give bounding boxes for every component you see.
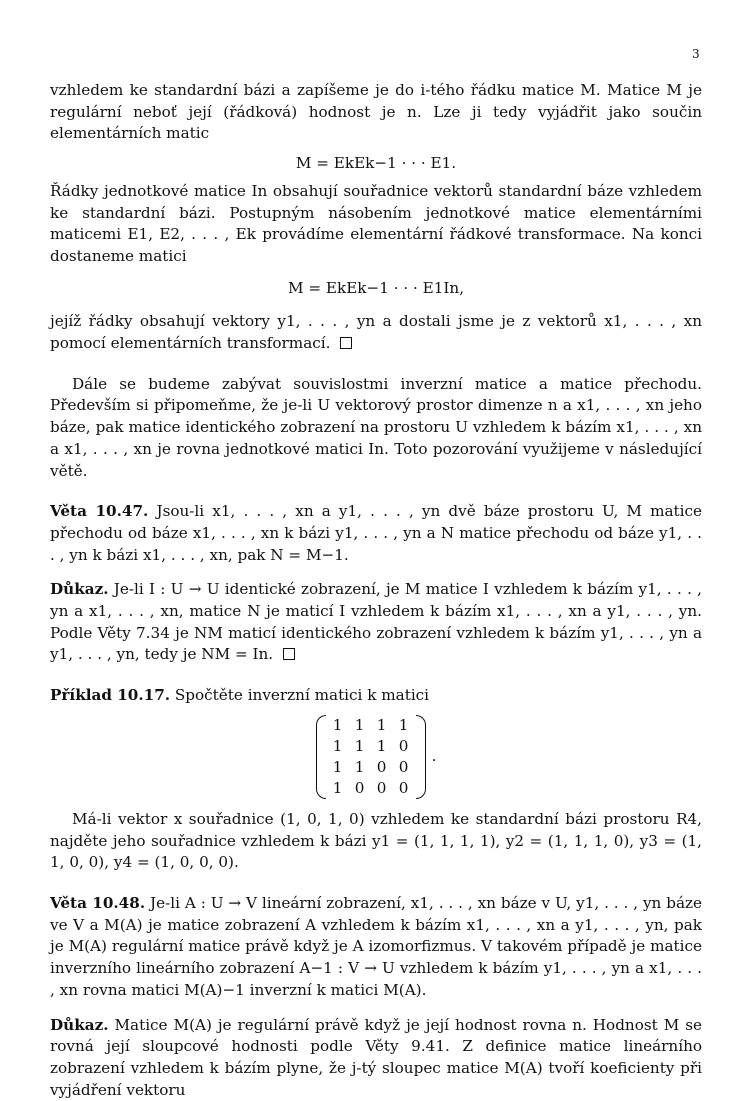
qed-square-icon xyxy=(340,337,352,349)
matrix-row xyxy=(327,757,415,778)
matrix-row xyxy=(327,736,415,757)
paragraph: vzhledem ke standardní bázi a zapíšeme je do i-tého řádku matice M. Matice M je regulární neboť její (řádková) hodnost je n. Lze ji tedy vyjádřit jako součin elementárních matic xyxy=(50,80,702,145)
matrix-cell: 0 xyxy=(349,778,371,799)
theorem-label: Věta 10.48. xyxy=(50,894,145,912)
matrix-row xyxy=(327,715,415,736)
theorem-text: Je-li A : U → V lineární zobrazení, x1, . . . , xn báze v U, y1, . . . , yn báze ve V a M(A) je matice zobrazení A vzhledem k bázím x1, . . . , xn a y1, . . . , yn, pak je M(A) regulární matice právě když je A izomorfizmus. V takovém případě je matice inverzního lineárního zobrazení A−1 : V → U vzhledem k bázím y1, . . . , yn a x1, . . . , xn rovna matici M(A)−1 inverzní k matici M(A). xyxy=(50,894,702,999)
matrix-cell: 1 xyxy=(327,736,349,757)
matrix-cell: 1 xyxy=(327,715,349,736)
proof-label: Důkaz. xyxy=(50,580,109,598)
matrix-display xyxy=(50,715,702,799)
paragraph-text: jejíž řádky obsahují vektory y1, . . . , yn a dostali jsme je z vektorů x1, . . . , xn pomocí elementárních transformací. xyxy=(50,312,702,352)
example-10-17 xyxy=(50,685,702,707)
theorem-10-47 xyxy=(50,501,702,566)
left-bracket xyxy=(316,715,326,799)
matrix-cell: 1 xyxy=(371,715,393,736)
theorem-label: Věta 10.47. xyxy=(50,502,148,520)
matrix-cell: 0 xyxy=(371,757,393,778)
matrix-cell: 1 xyxy=(349,736,371,757)
proof-text: Je-li I : U → U identické zobrazení, je M matice I vzhledem k bázím y1, . . . , yn a x1, . . . , xn, matice N je maticí I vzhledem k bázím x1, . . . , xn a y1, . . . , yn. Podle Věty 7.34 je NM maticí identického zobrazení vzhledem k bázím y1, . . . , yn a y1, . . . , yn, tedy je NM = In. xyxy=(50,580,702,663)
proof xyxy=(50,1015,702,1101)
equation: M = EkEk−1 · · · E1In, xyxy=(50,278,702,300)
matrix-row xyxy=(327,778,415,799)
matrix-period: . xyxy=(432,746,437,768)
matrix-cell: 1 xyxy=(349,715,371,736)
page-number: 3 xyxy=(692,44,700,66)
paragraph: Dále se budeme zabývat souvislostmi inverzní matice a matice přechodu. Především si připomeňme, že je-li U vektorový prostor dimenze n a x1, . . . , xn jeho báze, pak matice identického zobrazení na prostoru U vzhledem k bázím x1, . . . , xn a x1, . . . , xn je rovna jednotkové matici In. Toto pozorování využijeme v následující větě. xyxy=(50,374,702,483)
theorem-10-48 xyxy=(50,893,702,1002)
matrix-cell: 1 xyxy=(327,778,349,799)
example-text: Spočtěte inverzní matici k matici xyxy=(175,686,429,704)
equation: M = EkEk−1 · · · E1. xyxy=(50,153,702,175)
qed-square-icon xyxy=(283,648,295,660)
right-bracket xyxy=(416,715,426,799)
matrix-cell: 0 xyxy=(393,778,415,799)
matrix-cell: 0 xyxy=(393,757,415,778)
matrix-cell: 1 xyxy=(393,715,415,736)
matrix-cell: 1 xyxy=(327,757,349,778)
theorem-text: Jsou-li x1, . . . , xn a y1, . . . , yn dvě báze prostoru U, M matice přechodu od báze x1, . . . , xn k bázi y1, . . . , yn a N matice přechodu od báze y1, . . . , yn k bázi x1, . . . , xn, pak N = M−1. xyxy=(50,502,702,563)
proof-text: Matice M(A) je regulární právě když je její hodnost rovna n. Hodnost M se rovná její sloupcové hodnosti podle Věty 9.41. Z definice matice lineárního zobrazení vzhledem k bázím plyne, že j-tý sloupec matice M(A) tvoří koeficienty při vyjádření vektoru xyxy=(50,1016,702,1099)
paragraph xyxy=(50,311,702,354)
paragraph: Má-li vektor x souřadnice (1, 0, 1, 0) vzhledem ke standardní bázi prostoru R4, najděte jeho souřadnice vzhledem k bázi y1 = (1, 1, 1, 1), y2 = (1, 1, 1, 0), y3 = (1, 1, 0, 0), y4 = (1, 0, 0, 0). xyxy=(50,809,702,874)
proof-label: Důkaz. xyxy=(50,1016,109,1034)
example-label: Příklad 10.17. xyxy=(50,686,170,704)
proof xyxy=(50,579,702,666)
matrix-cell: 1 xyxy=(349,757,371,778)
matrix-cell: 0 xyxy=(371,778,393,799)
matrix-table xyxy=(327,715,415,799)
matrix xyxy=(316,715,437,799)
page-content xyxy=(50,80,702,1101)
matrix-cell: 0 xyxy=(393,736,415,757)
paragraph: Řádky jednotkové matice In obsahují souřadnice vektorů standardní báze vzhledem ke standardní bázi. Postupným násobením jednotkové matice elementárními maticemi E1, E2, . . . , Ek provádíme elementární řádkové transformace. Na konci dostaneme matici xyxy=(50,181,702,268)
matrix-cell: 1 xyxy=(371,736,393,757)
